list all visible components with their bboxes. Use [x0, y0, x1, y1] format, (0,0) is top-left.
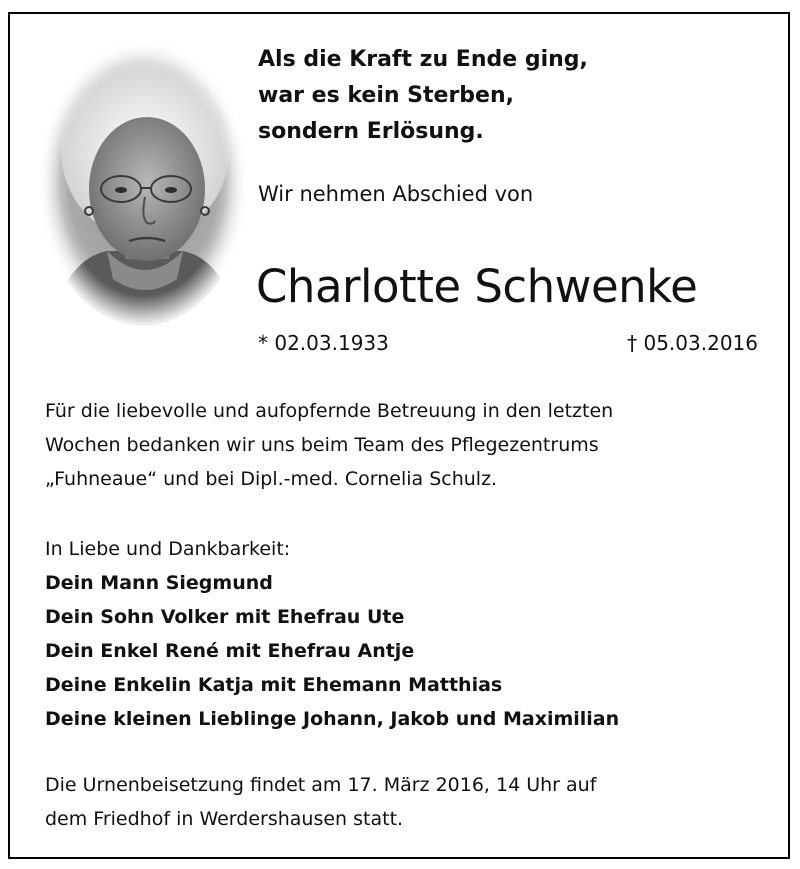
family-member: Deine Enkelin Katja mit Ehemann Matthias [45, 674, 503, 696]
family-member: Dein Sohn Volker mit Ehefrau Ute [45, 606, 405, 628]
motto-line: sondern Erlösung. [258, 119, 484, 144]
burial-line: Die Urnenbeisetzung findet am 17. März 2016, 14 Uhr auf [45, 774, 597, 796]
motto-line: Als die Kraft zu Ende ging, [258, 47, 588, 72]
thanks-line: „Fuhneaue“ und bei Dipl.-med. Cornelia Schulz. [45, 468, 498, 490]
farewell-intro: Wir nehmen Abschied von [258, 182, 534, 206]
thanks-line: Wochen bedanken wir uns beim Team des Pflegezentrums [45, 434, 599, 456]
burial-line: dem Friedhof in Werdershausen statt. [45, 808, 404, 830]
family-member: Deine kleinen Lieblinge Johann, Jakob und Maximilian [45, 708, 620, 730]
thanks-paragraph [45, 394, 613, 496]
family-signature [45, 532, 619, 736]
motto-line: war es kein Sterben, [258, 83, 514, 108]
birth-date: * 02.03.1933 [258, 331, 389, 355]
motto [258, 42, 758, 150]
burial-notice [45, 768, 596, 836]
death-date: † 05.03.2016 [627, 331, 758, 355]
family-member: Dein Enkel René mit Ehefrau Antje [45, 640, 415, 662]
portrait-photo [37, 39, 249, 327]
obituary-notice [8, 12, 790, 859]
family-heading: In Liebe und Dankbarkeit: [45, 538, 291, 560]
thanks-line: Für die liebevolle und aufopfernde Betreuung in den letzten [45, 400, 614, 422]
family-member: Dein Mann Siegmund [45, 572, 273, 594]
deceased-name: Charlotte Schwenke [256, 260, 698, 313]
